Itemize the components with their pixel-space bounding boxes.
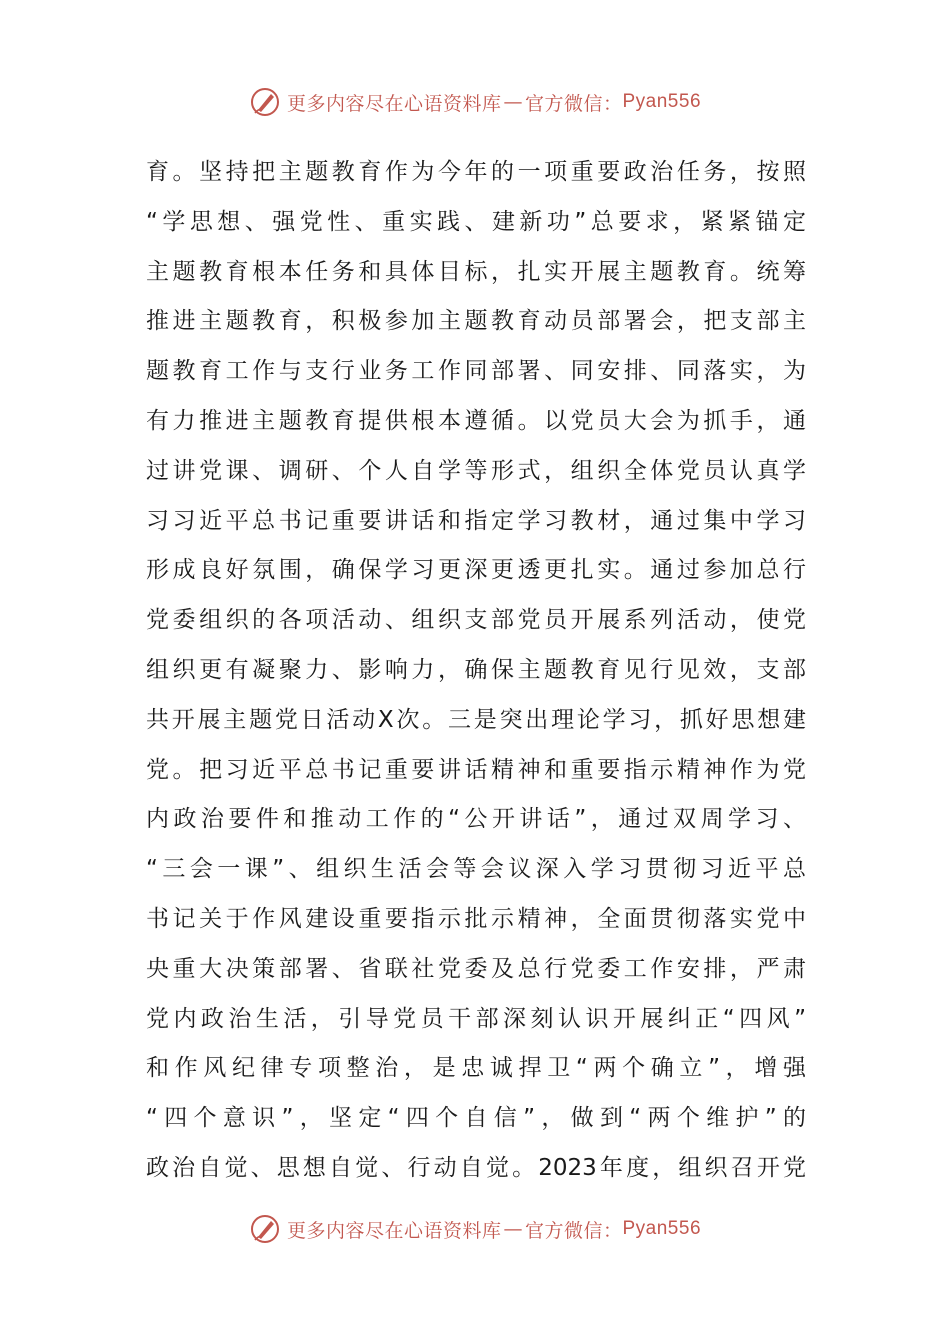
footer-wechat-label: 官方微信：	[524, 1219, 623, 1242]
body-line: 推进主题教育，积极参加主题教育动员部署会，把支部主	[146, 308, 806, 335]
body-line: 育。坚持把主题教育作为今年的一项重要政治任务，按照	[146, 159, 806, 185]
body-line: 组织更有凝聚力、影响力，确保主题教育见行见效，支部	[146, 656, 806, 683]
body-line: 共开展主题党日活动X次。三是突出理论学习，抓好思想建	[146, 706, 806, 733]
body-line: 主题教育根本任务和具体目标，扎实开展主题教育。统筹	[146, 258, 806, 285]
header-wechat-label: 官方微信：	[524, 92, 623, 115]
body-line: 题教育工作与支行业务工作同部署、同安排、同落实，为	[146, 358, 806, 385]
header-site-text: 更多内容尽在心语资料库	[286, 92, 502, 115]
body-line: 内政治要件和推动工作的“公开讲话”，通过双周学习、	[146, 806, 806, 833]
body-line: 和作风纪律专项整治，是忠诚捍卫“两个确立”，增强	[146, 1055, 806, 1082]
body-line: 习习近平总书记重要讲话和指定学习教材，通过集中学习	[146, 507, 806, 534]
body-line: 形成良好氛围，确保学习更深更透更扎实。通过参加总行	[146, 557, 806, 584]
body-line: 政治自觉、思想自觉、行动自觉。2023年度，组织召开党	[146, 1154, 806, 1181]
body-line: “四个意识”，坚定“四个自信”，做到“两个维护”的	[146, 1105, 806, 1132]
pen-logo-icon	[249, 86, 281, 118]
footer-site-text: 更多内容尽在心语资料库	[286, 1219, 502, 1242]
body-line: 党委组织的各项活动、组织支部党员开展系列活动，使党	[146, 607, 806, 634]
footer-banner	[0, 1213, 950, 1245]
header-banner	[0, 86, 950, 118]
body-line: 过讲党课、调研、个人自学等形式，组织全体党员认真学	[146, 457, 806, 484]
pen-logo-icon	[249, 1213, 281, 1245]
header-separator: —	[503, 91, 523, 113]
body-line: 书记关于作风建设重要指示批示精神，全面贯彻落实党中	[146, 905, 806, 932]
body-line: 党内政治生活，引导党员干部深刻认识开展纠正“四风”	[146, 1005, 806, 1032]
footer-wechat-id: Pyan556	[622, 1218, 702, 1239]
body-line: 央重大决策部署、省联社党委及总行党委工作安排，严肃	[146, 955, 806, 982]
document-body	[146, 148, 806, 1194]
body-line: “三会一课”、组织生活会等会议深入学习贯彻习近平总	[146, 856, 806, 883]
header-wechat-id: Pyan556	[622, 91, 702, 112]
body-line: 党。把习近平总书记重要讲话精神和重要指示精神作为党	[146, 756, 806, 783]
footer-separator: —	[503, 1218, 523, 1240]
body-line: “学思想、强党性、重实践、建新功”总要求，紧紧锚定	[146, 208, 806, 235]
body-line: 有力推进主题教育提供根本遵循。以党员大会为抓手，通	[146, 407, 806, 434]
